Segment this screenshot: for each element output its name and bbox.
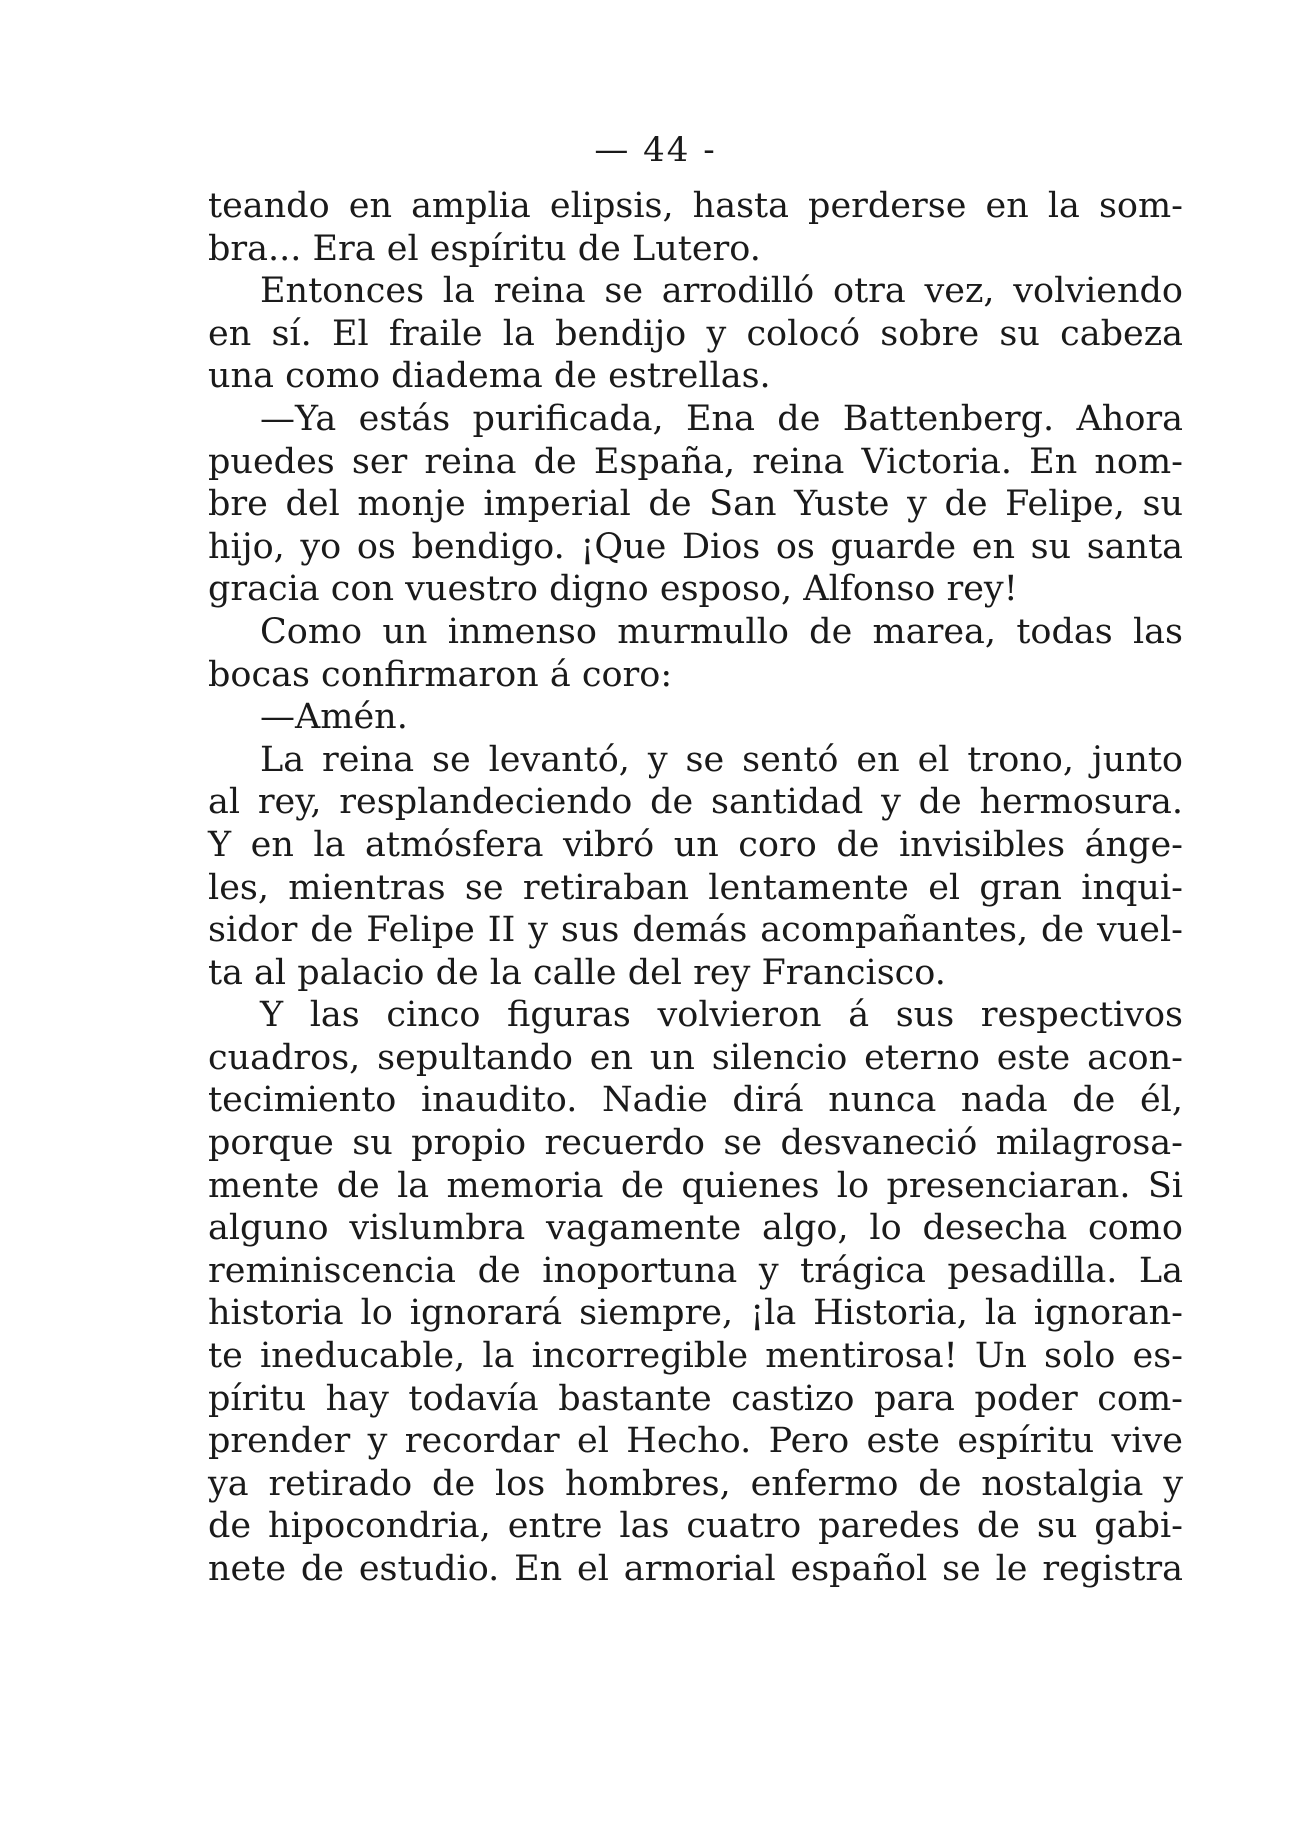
text-line: La reina se levantó, y se sentó en el trono, junto	[260, 739, 1183, 780]
text-line: historia lo ignorará siempre, ¡la Historia, la ignoran-	[208, 1293, 1183, 1334]
text-line: porque su propio recuerdo se desvaneció milagrosa-	[208, 1123, 1183, 1164]
text-line: ya retirado de los hombres, enfermo de nostalgia y	[208, 1463, 1183, 1504]
text-line: te ineducable, la incorregible mentirosa! Un solo es-	[208, 1336, 1183, 1377]
text-line: bra... Era el espíritu de Lutero.	[208, 228, 761, 269]
text-line: al rey, resplandeciendo de santidad y de hermosura.	[208, 782, 1183, 823]
text-line: sidor de Felipe II y sus demás acompañantes, de vuel-	[208, 910, 1183, 951]
text-line: de hipocondria, entre las cuatro paredes de su gabi-	[208, 1506, 1183, 1547]
text-line: teando en amplia elipsis, hasta perderse en la som-	[208, 186, 1183, 226]
text-line: prender y recordar el Hecho. Pero este espíritu vive	[208, 1421, 1183, 1462]
text-line: alguno vislumbra vagamente algo, lo desecha como	[208, 1208, 1183, 1249]
text-line: reminiscencia de inoportuna y trágica pesadilla. La	[208, 1250, 1183, 1291]
page-number: — 44 -	[594, 130, 717, 170]
text-line: Y las cinco figuras volvieron á sus respectivos	[260, 995, 1183, 1036]
text-line: Y en la atmósfera vibró un coro de invisibles ánge-	[208, 824, 1183, 865]
text-line: —Amén.	[260, 697, 408, 738]
text-line: mente de la memoria de quienes lo presenciaran. Si	[208, 1165, 1183, 1206]
text-line: hijo, yo os bendigo. ¡Que Dios os guarde en su santa	[208, 526, 1183, 567]
text-line: Entonces la reina se arrodilló otra vez, volviendo	[260, 271, 1183, 312]
text-line: puedes ser reina de España, reina Victoria. En nom-	[208, 441, 1183, 482]
text-line: Como un inmenso murmullo de marea, todas las	[260, 611, 1183, 652]
text-line: tecimiento inaudito. Nadie dirá nunca nada de él,	[208, 1080, 1183, 1121]
text-line: nete de estudio. En el armorial español se le registra	[208, 1549, 1183, 1589]
text-line: gracia con vuestro digno esposo, Alfonso rey!	[208, 569, 1018, 610]
text-line: —Ya estás purificada, Ena de Battenberg. Ahora	[260, 398, 1183, 439]
text-line: una como diadema de estrellas.	[208, 356, 771, 397]
text-line: píritu hay todavía bastante castizo para poder com-	[208, 1378, 1183, 1419]
text-line: les, mientras se retiraban lentamente el gran inqui-	[208, 867, 1183, 908]
text-line: en sí. El fraile la bendijo y colocó sobre su cabeza	[208, 313, 1183, 354]
text-line: ta al palacio de la calle del rey Francisco.	[208, 952, 946, 993]
text-line: bocas confirmaron á coro:	[208, 654, 673, 695]
body-text	[208, 185, 1183, 1591]
text-line: bre del monje imperial de San Yuste y de Felipe, su	[208, 484, 1183, 525]
text-line: cuadros, sepultando en un silencio eterno este acon-	[208, 1037, 1183, 1078]
